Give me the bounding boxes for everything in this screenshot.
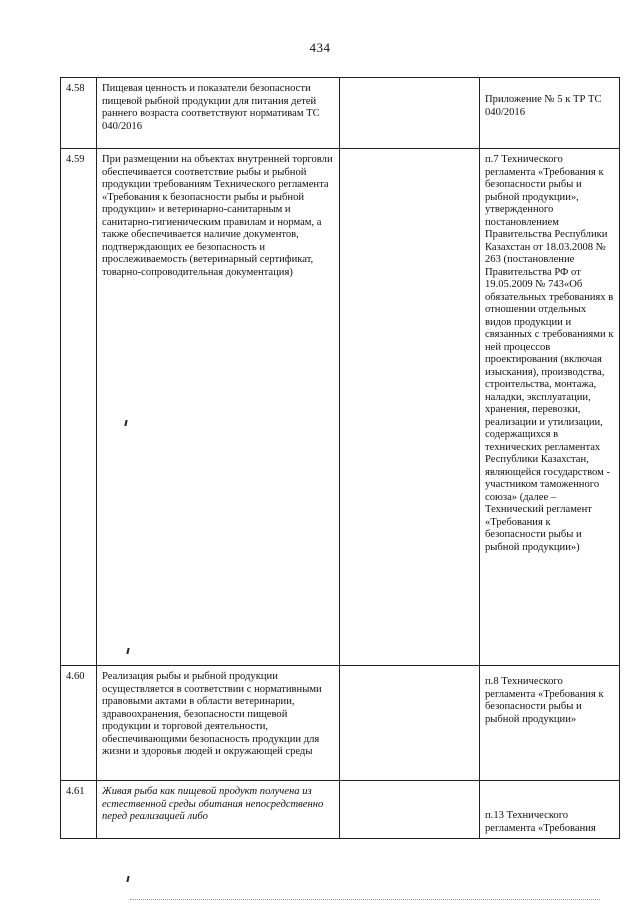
table-row [61, 149, 620, 666]
row-number: 4.60 [61, 666, 97, 781]
empty-cell [340, 666, 480, 781]
reference-text: п.13 Технического регламента «Требования [485, 810, 596, 834]
requirement-text: Пищевая ценность и показатели безопасности пищевой рыбной продукции для питания детей раннего возраста соответствуют нормативам ТС 040/2016 [97, 78, 340, 149]
table-row [61, 781, 620, 839]
empty-cell [340, 149, 480, 666]
reference-cell [480, 666, 620, 781]
reference-cell [480, 781, 620, 839]
row-number: 4.58 [61, 78, 97, 149]
table-row [61, 78, 620, 149]
row-number: 4.61 [61, 781, 97, 839]
reference-cell [480, 78, 620, 149]
empty-cell [340, 78, 480, 149]
reference-text: п.7 Технического регламента «Требования к безопасности рыбы и рыбной продукции», утвержденного постановлением Правительства Республики Казахстан от 18.03.2008 № 263 (постановление Правительства РФ от 19.05.2009 № 743«Об обязательных требованиях в отношении отдельных видов продукции и связанных с требованиями к ней процессов проектирования (включая изыскания), производства, строительства, монтажа, наладки, эксплуатации, хранения, перевозки, реализации и утилизации, содержащихся в технических регламентах Республики Казахстан, являющейся государством - участником таможенного союза» (далее – Технический регламент «Требования к безопасности рыбы и рыбной продукции») [485, 154, 614, 553]
row-number: 4.59 [61, 149, 97, 666]
reference-text: п.8 Технического регламента «Требования к безопасности рыбы и рыбной продукции» [485, 676, 604, 725]
reference-cell [480, 149, 620, 666]
requirement-text: Живая рыба как пищевой продукт получена из естественной среды обитания непосредственно перед реализацией либо [97, 781, 340, 839]
page-bottom-edge [130, 899, 600, 900]
page-number: 434 [309, 40, 331, 55]
table-row [61, 666, 620, 781]
requirements-table [60, 77, 620, 839]
requirement-text: При размещении на объектах внутренней торговли обеспечивается соответствие рыбы и рыбной продукции требованиям Технического регламента «Требования к безопасности рыбы и рыбной продукции» и ветеринарно-санитарным и санитарно-гигиеническим правилам и нормам, а также обеспечивается наличие документов, подтверждающих ее безопасность и прослеживаемость (ветеринарный сертификат, товарно-сопроводительная документация) [97, 149, 340, 666]
scan-mark [126, 876, 129, 882]
empty-cell [340, 781, 480, 839]
reference-text: Приложение № 5 к ТР ТС 040/2016 [485, 94, 602, 118]
requirement-text: Реализация рыбы и рыбной продукции осуществляется в соответствии с нормативными правовыми актами в области ветеринарии, здравоохранения, безопасности пищевой продукции и торговой деятельности, обеспечивающими безопасность продукции для жизни и здоровья людей и окружающей среды [97, 666, 340, 781]
